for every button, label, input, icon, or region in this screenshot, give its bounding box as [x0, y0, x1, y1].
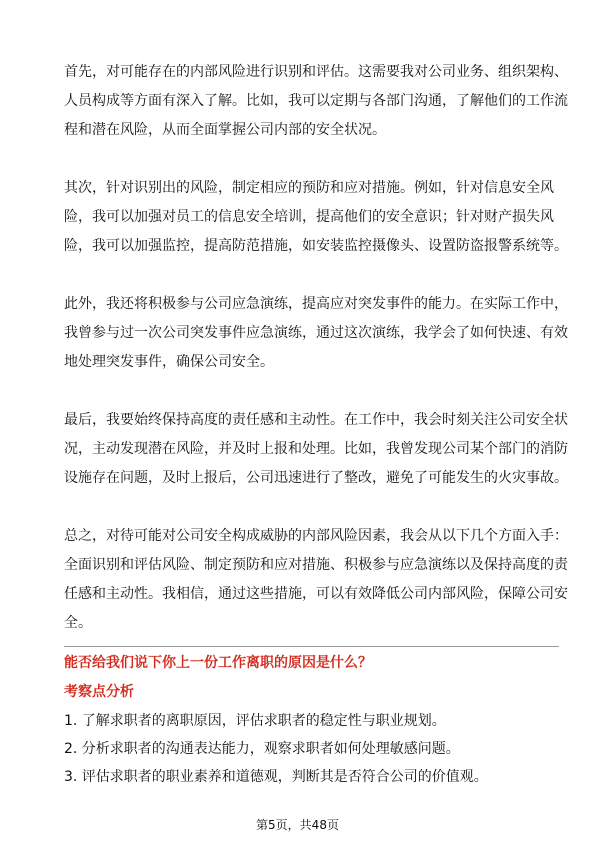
paragraph-line: 其次，针对识别出的风险，制定相应的预防和应对措施。例如，针对信息安全风 — [64, 180, 554, 196]
interview-question: 能否给我们说下你上一份工作离职的原因是什么？ — [64, 655, 372, 671]
paragraph-5 — [64, 522, 568, 638]
paragraph-line: 地处理突发事件，确保公司安全。 — [64, 354, 274, 370]
paragraph-line: 我曾参与过一次公司突发事件应急演练，通过这次演练，我学会了如何快速、有效 — [64, 325, 568, 341]
paragraph-4 — [64, 406, 568, 493]
paragraph-line: 全面识别和评估风险、制定预防和应对措施、积极参与应急演练以及保持高度的责 — [64, 557, 568, 573]
answer-body — [64, 58, 568, 667]
paragraph-2 — [64, 174, 568, 261]
paragraph-line: 程和潜在风险，从而全面掌握公司内部的安全状况。 — [64, 122, 386, 138]
paragraph-line: 况，主动发现潜在风险，并及时上报和处理。比如，我曾发现公司某个部门的消防 — [64, 441, 568, 457]
paragraph-line: 设施存在问题，及时上报后，公司迅速进行了整改，避免了可能发生的火灾事故。 — [64, 470, 568, 486]
list-item: 2. 分析求职者的沟通表达能力，观察求职者如何处理敏感问题。 — [64, 741, 460, 757]
paragraph-line: 人员构成等方面有深入了解。比如，我可以定期与各部门沟通，了解他们的工作流 — [64, 93, 568, 109]
paragraph-1 — [64, 58, 568, 145]
analysis-list — [64, 707, 488, 791]
paragraph-line: 最后，我要始终保持高度的责任感和主动性。在工作中，我会时刻关注公司安全状 — [64, 412, 568, 428]
paragraph-line: 全。 — [64, 615, 92, 631]
paragraph-line: 首先，对可能存在的内部风险进行识别和评估。这需要我对公司业务、组织架构、 — [64, 64, 568, 80]
paragraph-3 — [64, 290, 568, 377]
paragraph-line: 总之，对待可能对公司安全构成威胁的内部风险因素，我会从以下几个方面入手： — [64, 528, 568, 544]
page-number-footer: 第5页，共48页 — [256, 818, 339, 832]
list-item: 1. 了解求职者的离职原因，评估求职者的稳定性与职业规划。 — [64, 713, 446, 729]
paragraph-line: 此外，我还将积极参与公司应急演练，提高应对突发事件的能力。在实际工作中， — [64, 296, 568, 312]
paragraph-line: 险，我可以加强对员工的信息安全培训，提高他们的安全意识；针对财产损失风 — [64, 209, 554, 225]
paragraph-line: 任感和主动性。我相信，通过这些措施，可以有效降低公司内部风险，保障公司安 — [64, 586, 568, 602]
paragraph-line: 险，我可以加强监控，提高防范措施，如安装监控摄像头、设置防盗报警系统等。 — [64, 238, 568, 254]
analysis-heading: 考察点分析 — [64, 684, 134, 700]
list-item: 3. 评估求职者的职业素养和道德观，判断其是否符合公司的价值观。 — [64, 769, 488, 785]
section-divider — [64, 646, 559, 647]
